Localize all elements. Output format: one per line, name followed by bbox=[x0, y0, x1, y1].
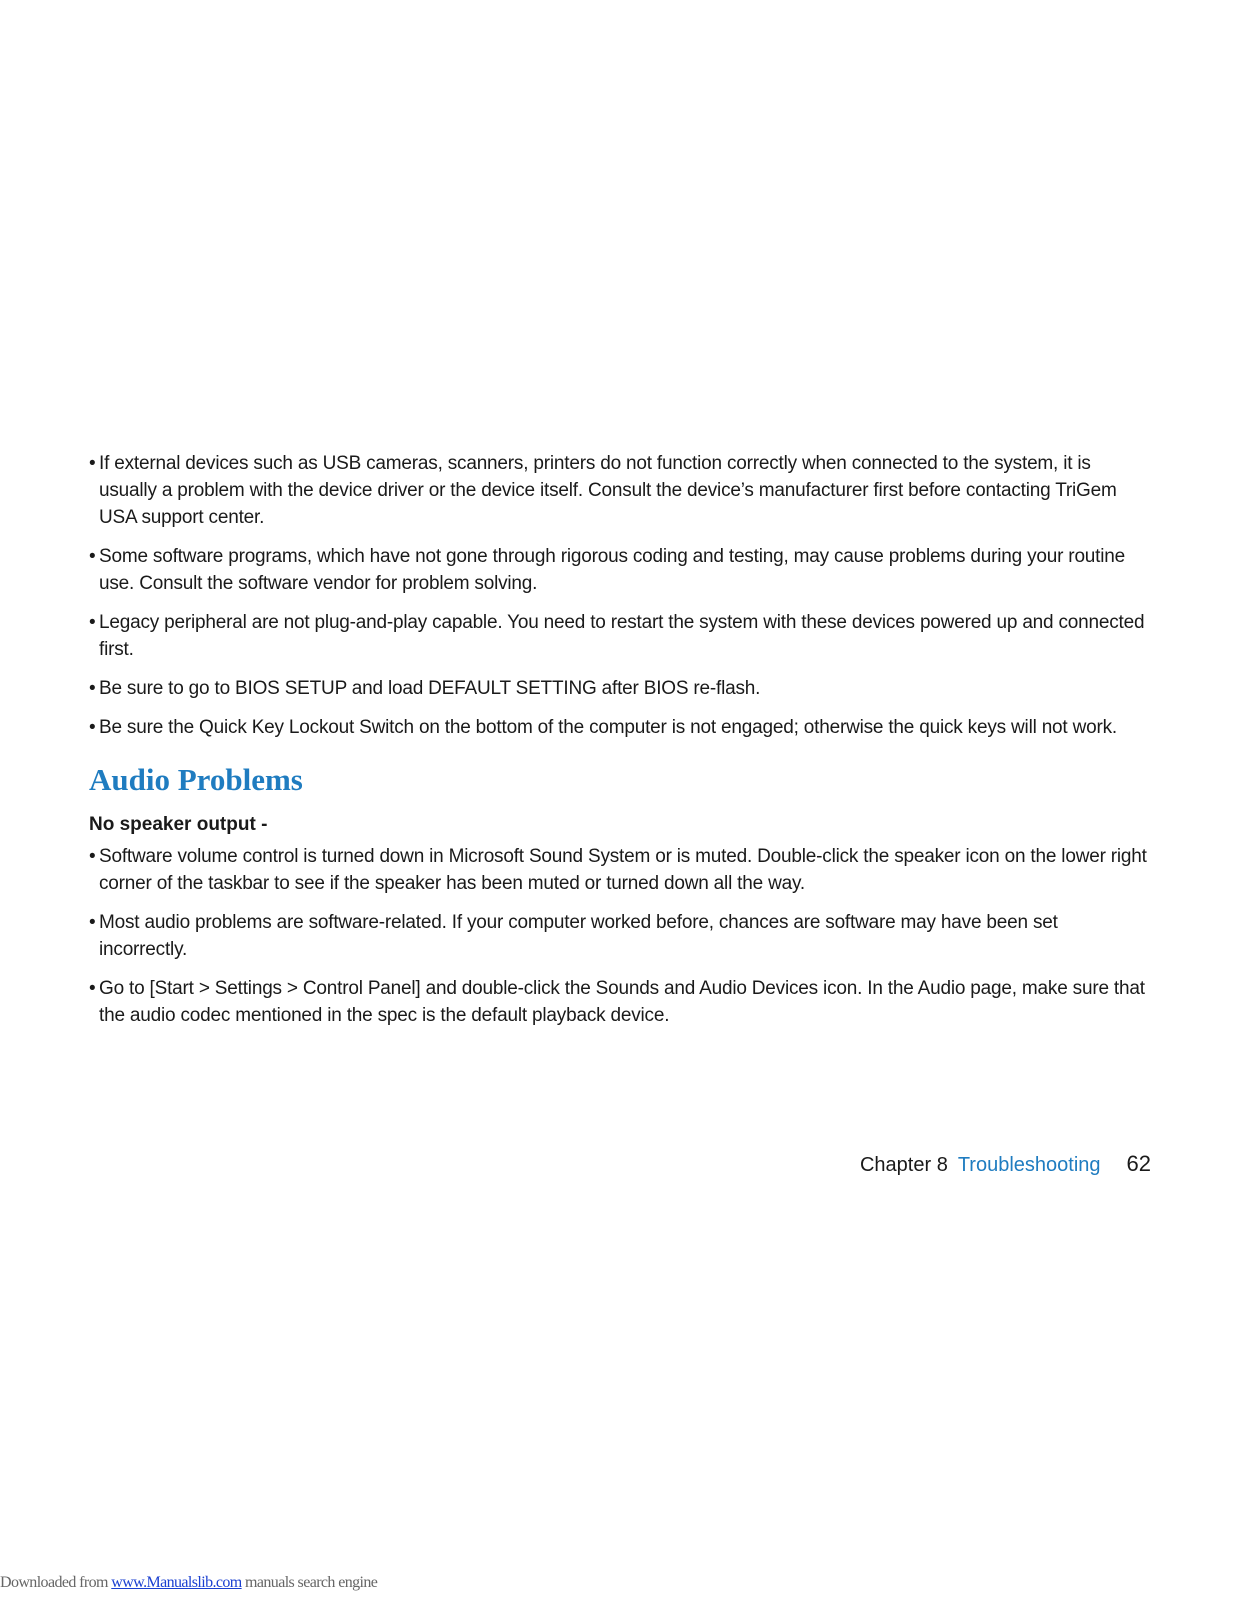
bullet-item bbox=[89, 714, 1149, 741]
bullet-text: Legacy peripheral are not plug-and-play capable. You need to restart the system with these devices powered up and connected first. bbox=[99, 612, 1145, 660]
bullet-item bbox=[89, 450, 1149, 531]
bullet-dot: • bbox=[89, 717, 96, 738]
bullet-text: Some software programs, which have not gone through rigorous coding and testing, may cause problems during your routine use. Consult the software vendor for problem solving. bbox=[99, 546, 1126, 594]
bullet-item bbox=[89, 975, 1149, 1029]
footer-section: Troubleshooting bbox=[957, 1154, 1101, 1176]
bullet-dot: • bbox=[89, 978, 96, 999]
subsection-title-no-speaker: No speaker output - bbox=[89, 814, 268, 835]
bullet-text: If external devices such as USB cameras, scanners, printers do not function correctly when connected to the system, it is usually a problem with the device driver or the device itself. Consult the device’s manufacturer first before contacting TriGem USA support center. bbox=[99, 453, 1117, 528]
section-title-audio: Audio Problems bbox=[89, 762, 303, 797]
bullet-text: Be sure to go to BIOS SETUP and load DEFAULT SETTING after BIOS re-flash. bbox=[99, 678, 761, 699]
download-note-suffix: manuals search engine bbox=[241, 1574, 378, 1591]
bullet-item bbox=[89, 909, 1149, 963]
bullet-dot: • bbox=[89, 846, 96, 867]
bullet-item bbox=[89, 843, 1149, 897]
bullet-text: Go to [Start > Settings > Control Panel] and double-click the Sounds and Audio Devices icon. In the Audio page, make sure that the audio codec mentioned in the spec is the default playback device. bbox=[99, 978, 1145, 1026]
bullet-dot: • bbox=[89, 453, 96, 474]
footer-chapter: Chapter 8 bbox=[859, 1154, 948, 1176]
bullet-dot: • bbox=[89, 546, 96, 567]
bullet-item bbox=[89, 675, 1149, 702]
bullet-item bbox=[89, 543, 1149, 597]
download-note bbox=[0, 1574, 377, 1592]
bullet-dot: • bbox=[89, 912, 96, 933]
bullet-text: Software volume control is turned down in Microsoft Sound System or is muted. Double-click the speaker icon on the lower right corner of the taskbar to see if the speaker has been muted or turned down all the way. bbox=[99, 846, 1147, 894]
bullet-item bbox=[89, 609, 1149, 663]
page-footer bbox=[860, 1151, 1151, 1177]
page-number: 62 bbox=[1126, 1151, 1151, 1176]
bullet-text: Most audio problems are software-related. If your computer worked before, chances are software may have been set incorrectly. bbox=[99, 912, 1058, 960]
page-content bbox=[89, 450, 1149, 1041]
bullet-dot: • bbox=[89, 612, 96, 633]
download-note-prefix: Downloaded from bbox=[0, 1574, 112, 1591]
manualslib-link[interactable]: www.Manualslib.com bbox=[111, 1574, 242, 1591]
bullet-text: Be sure the Quick Key Lockout Switch on the bottom of the computer is not engaged; otherwise the quick keys will not work. bbox=[99, 717, 1117, 738]
bullet-dot: • bbox=[89, 678, 96, 699]
